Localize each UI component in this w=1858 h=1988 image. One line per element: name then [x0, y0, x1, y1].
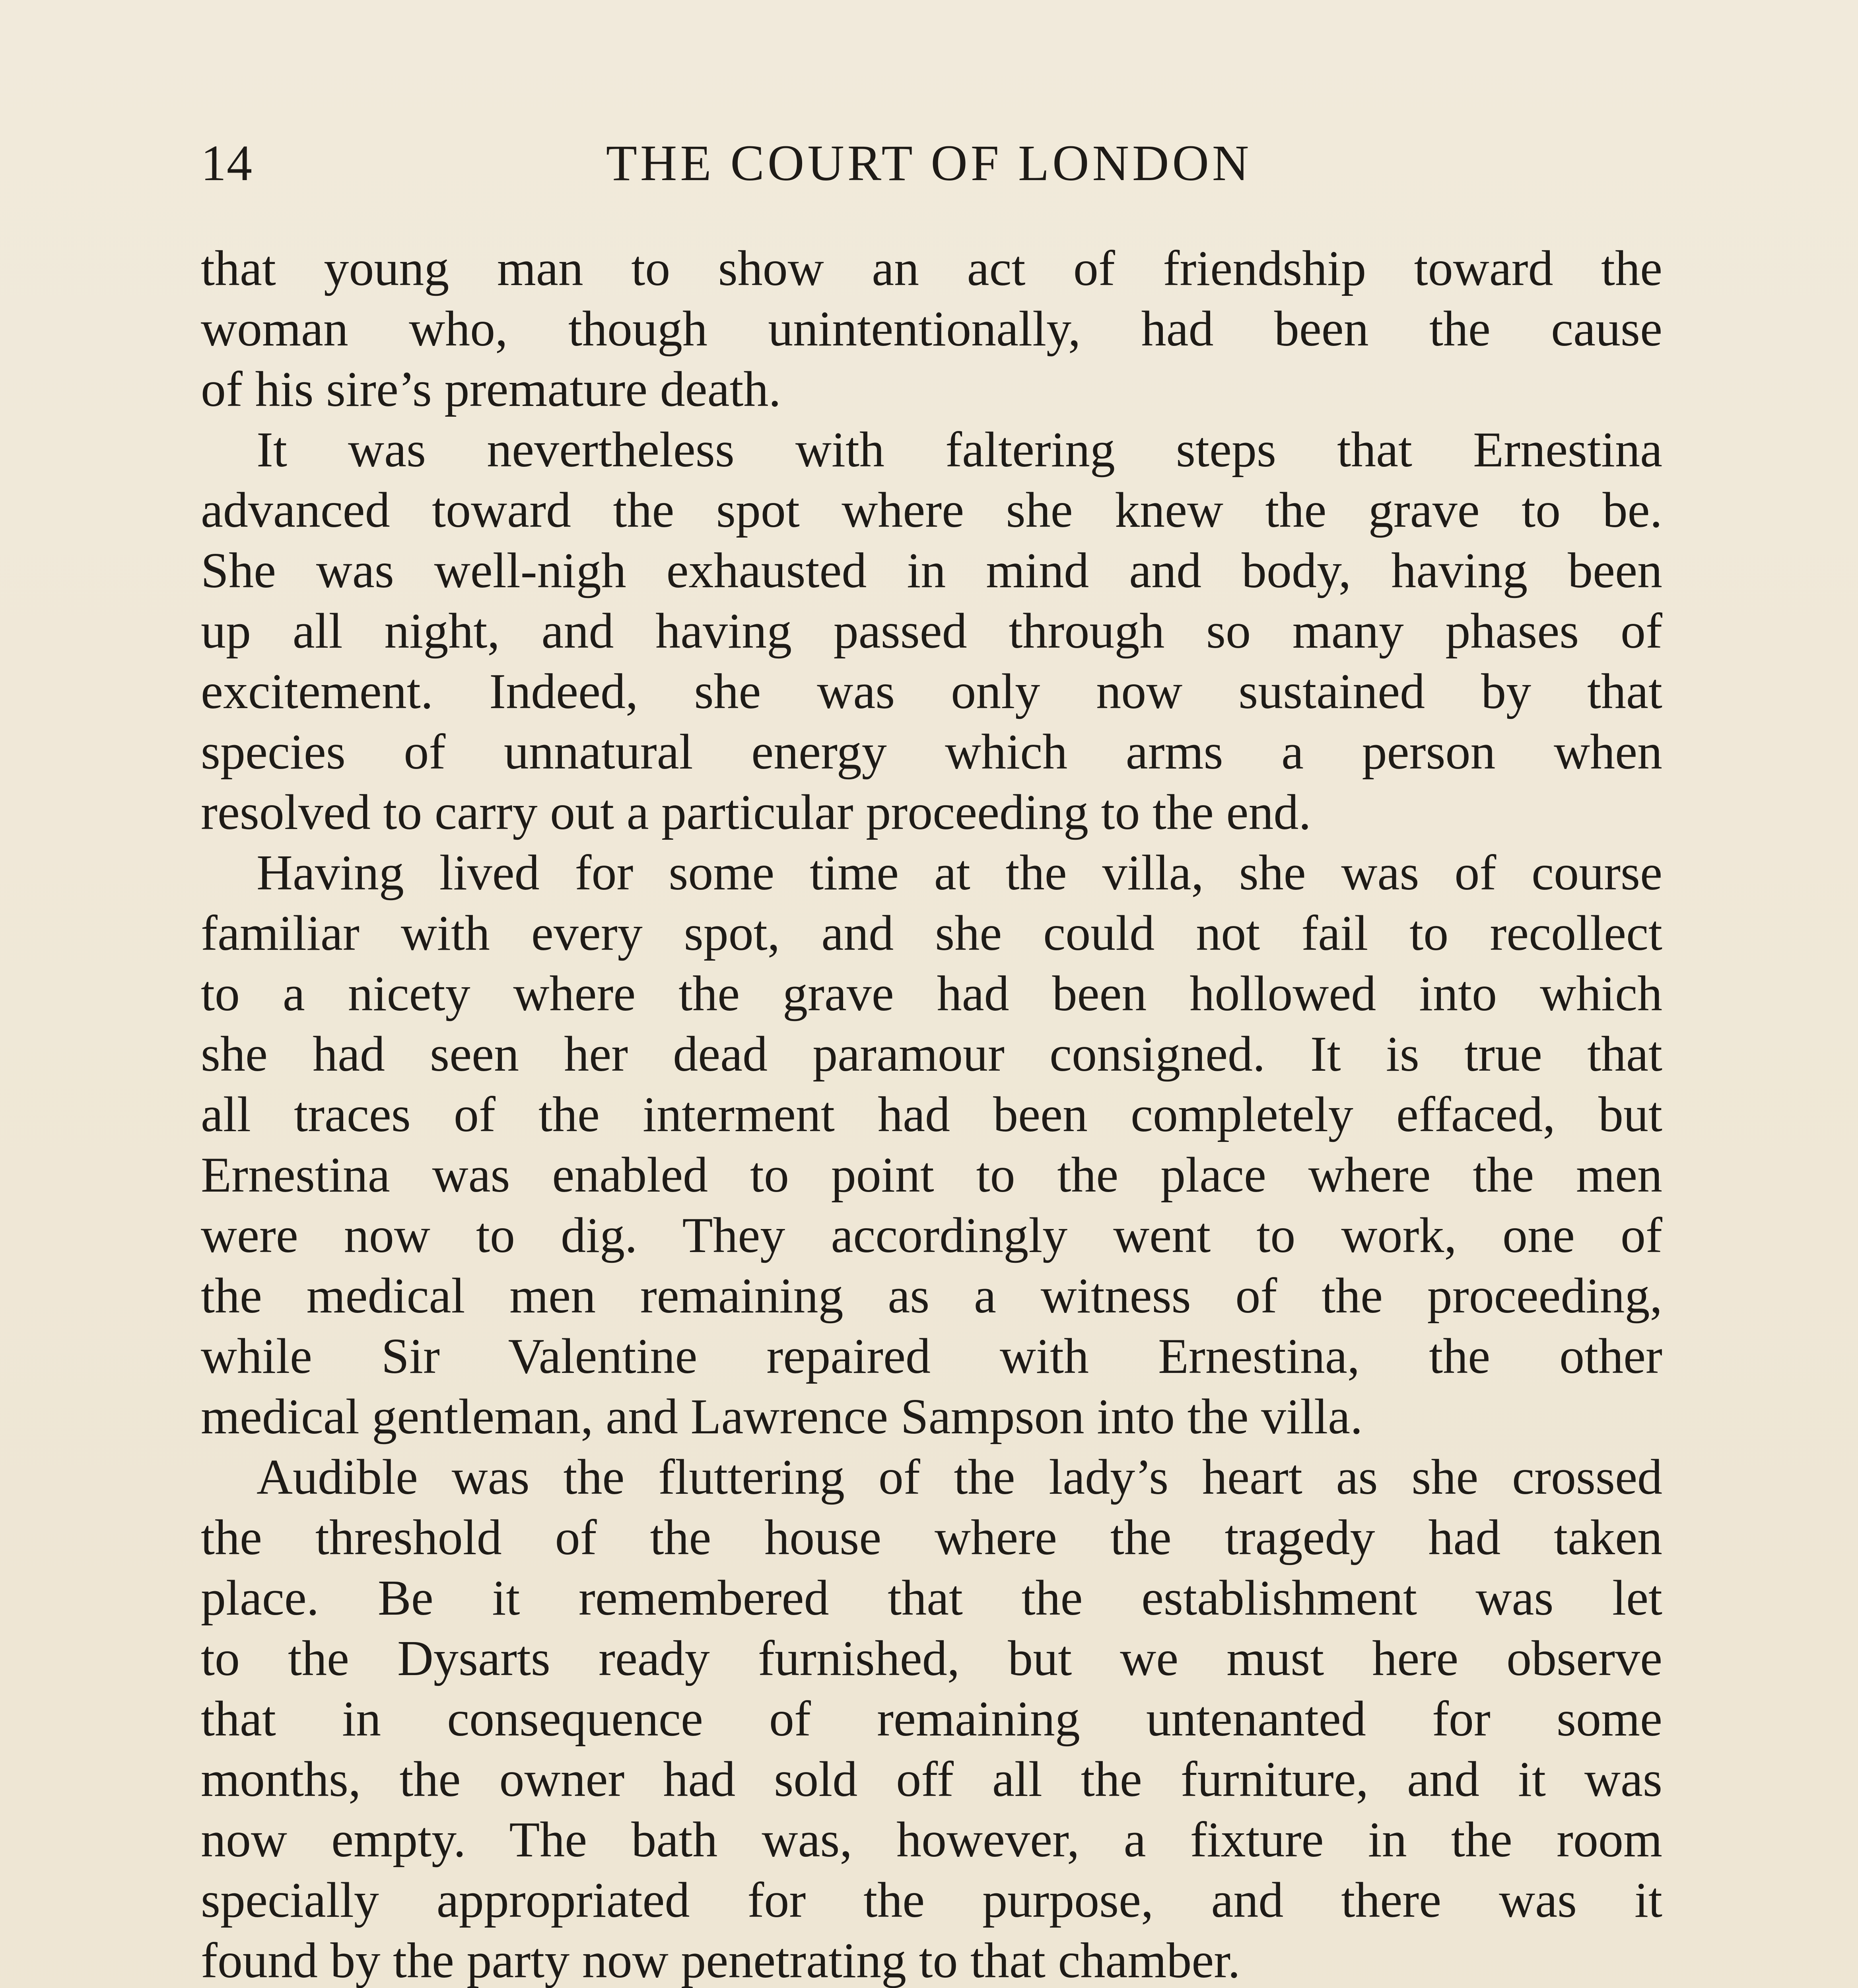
paragraph: [201, 420, 1662, 843]
text-line: woman who, though unintentionally, had been the cause: [201, 301, 1662, 357]
text-line: that young man to show an act of friendship toward the: [201, 241, 1662, 296]
text-line: specially appropriated for the purpose, and there was it: [201, 1873, 1662, 1928]
text-line: She was well-nigh exhausted in mind and body, having been: [201, 543, 1662, 598]
running-head: THE COURT OF LONDON: [606, 135, 1252, 191]
text-line: she had seen her dead paramour consigned. It is true that: [201, 1027, 1662, 1082]
text-line: found by the party now penetrating to that chamber.: [201, 1933, 1240, 1988]
text-line: Having lived for some time at the villa, she was of course: [257, 845, 1662, 901]
text-line: place. Be it remembered that the establishment was let: [201, 1571, 1662, 1626]
paragraph: [201, 1447, 1662, 1988]
paragraph: [201, 843, 1662, 1447]
paragraph: [201, 239, 1662, 420]
text-line: It was nevertheless with faltering steps that Ernestina: [257, 422, 1662, 478]
text-line: resolved to carry out a particular proceeding to the end.: [201, 785, 1311, 840]
page-header: [201, 133, 1657, 213]
body-text: [201, 239, 1662, 1988]
text-line: months, the owner had sold off all the furniture, and it was: [201, 1752, 1662, 1807]
page-number: 14: [201, 135, 253, 191]
text-line: the medical men remaining as a witness of the proceeding,: [201, 1268, 1662, 1324]
text-line: excitement. Indeed, she was only now sustained by that: [201, 664, 1662, 719]
text-line: to the Dysarts ready furnished, but we must here observe: [201, 1631, 1662, 1686]
text-line: medical gentleman, and Lawrence Sampson into the villa.: [201, 1389, 1363, 1444]
text-line: up all night, and having passed through so many phases of: [201, 604, 1662, 659]
text-line: that in consequence of remaining untenanted for some: [201, 1691, 1662, 1747]
text-line: while Sir Valentine repaired with Ernestina, the other: [201, 1329, 1662, 1384]
text-line: to a nicety where the grave had been hollowed into which: [201, 966, 1662, 1021]
text-line: the threshold of the house where the tragedy had taken: [201, 1510, 1662, 1565]
text-line: Audible was the fluttering of the lady’s heart as she crossed: [257, 1450, 1662, 1505]
text-line: now empty. The bath was, however, a fixture in the room: [201, 1812, 1662, 1868]
text-line: of his sire’s premature death.: [201, 362, 781, 417]
text-line: species of unnatural energy which arms a person when: [201, 724, 1662, 780]
text-line: advanced toward the spot where she knew the grave to be.: [201, 483, 1662, 538]
text-line: Ernestina was enabled to point to the place where the men: [201, 1147, 1662, 1203]
text-line: all traces of the interment had been completely effaced, but: [201, 1087, 1662, 1142]
text-line: were now to dig. They accordingly went to work, one of: [201, 1208, 1662, 1263]
text-line: familiar with every spot, and she could not fail to recollect: [201, 906, 1662, 961]
